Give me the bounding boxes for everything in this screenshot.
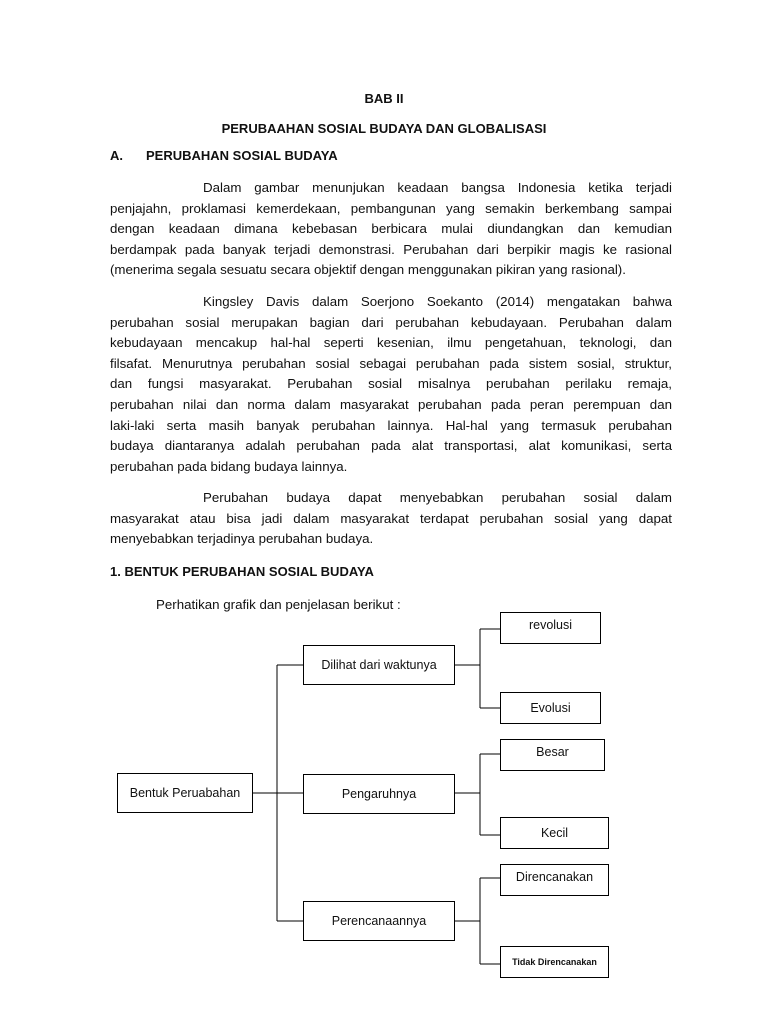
paragraph-line: budaya diantaranya adalah perubahan pada alat transportasi, alat komunikasi, serta [110, 438, 672, 454]
diagram-branch-pengaruh: Pengaruhnya [303, 774, 455, 814]
paragraph-line: dengan keadaan dimana kebebasan berbicara mulai diundangkan dan kemudian [110, 221, 672, 237]
paragraph-line: perubahan pada bidang budaya lainnya. [110, 458, 348, 474]
paragraph-line: kebudayaan mencakup hal-hal seperti kesenian, ilmu pengetahuan, teknologi, dan [110, 335, 672, 351]
chapter-heading: BAB II [364, 91, 404, 106]
paragraph-line: filsafat. Menurutnya perubahan sosial sebagai perubahan pada sistem sosial, struktur, [110, 355, 672, 371]
paragraph-line: perubahan sosial merupakan bagian dari perubahan kebudayaan. Perubahan dalam [110, 314, 672, 330]
diagram-root-box: Bentuk Peruabahan [117, 773, 253, 813]
diagram-leaf-besar: Besar [500, 739, 605, 771]
diagram-branch-waktu: Dilihat dari waktunya [303, 645, 455, 685]
paragraph-line: dan fungsi masyarakat. Perubahan sosial misalnya perubahan perilaku remaja, [110, 376, 672, 392]
diagram-leaf-evolusi: Evolusi [500, 692, 601, 724]
diagram-leaf-tidak-direncanakan: Tidak Direncanakan [500, 946, 609, 978]
section-a-label: A. [110, 148, 123, 163]
paragraph-line: perubahan nilai dan norma dalam masyarakat perubahan pada peran perempuan dan [110, 396, 672, 412]
diagram-branch-perencanaan: Perencanaannya [303, 901, 455, 941]
paragraph-line: Perubahan budaya dapat menyebabkan perubahan sosial dalam [203, 490, 672, 505]
paragraph-line: (menerima segala sesuatu secara objektif dengan menggunakan pikiran yang rasional). [110, 262, 626, 278]
diagram-leaf-direncanakan: Direncanakan [500, 864, 609, 896]
paragraph-line: masyarakat atau bisa jadi dalam masyarakat terdapat perubahan sosial yang dapat [110, 510, 672, 526]
paragraph-line: Kingsley Davis dalam Soerjono Soekanto (2014) mengatakan bahwa [203, 294, 672, 309]
paragraph-line: berdampak pada banyak terjadi demonstrasi. Perubahan dari berpikir magis ke rasional [110, 241, 672, 257]
diagram-leaf-revolusi: revolusi [500, 612, 601, 644]
paragraph-line: laki-laki serta masih banyak perubahan lainnya. Hal-hal yang termasuk perubahan [110, 417, 672, 433]
diagram-intro: Perhatikan grafik dan penjelasan berikut : [156, 597, 401, 612]
chapter-title: PERUBAAHAN SOSIAL BUDAYA DAN GLOBALISASI [221, 121, 547, 136]
paragraph-line: menyebabkan terjadinya perubahan budaya. [110, 531, 374, 547]
section-a-title: PERUBAHAN SOSIAL BUDAYA [146, 148, 338, 163]
diagram-leaf-kecil: Kecil [500, 817, 609, 849]
subsection-heading: 1. BENTUK PERUBAHAN SOSIAL BUDAYA [110, 564, 374, 579]
paragraph-line: Dalam gambar menunjukan keadaan bangsa Indonesia ketika terjadi [203, 180, 672, 195]
paragraph-line: penjajahn, proklamasi kemerdekaan, pembangunan yang semakin berkembang sampai [110, 200, 672, 216]
